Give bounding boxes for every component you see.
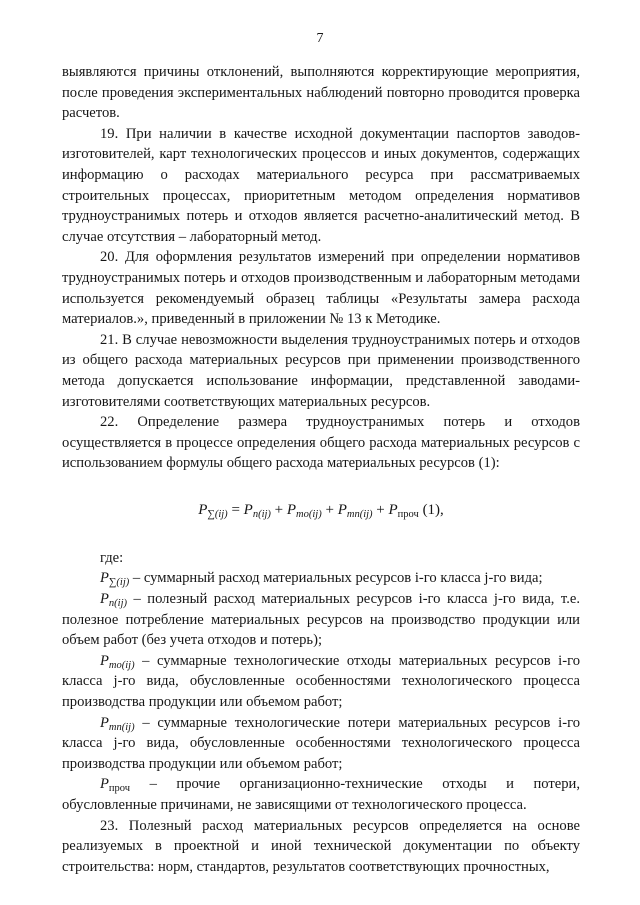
formula-term-1: P — [243, 501, 253, 518]
document-body — [62, 62, 580, 877]
definition-text: – суммарные технологические потери материальных ресурсов i-го класса j-го вида, обусловленные особенностями технологического процесса производства продукции или объемом работ; — [62, 714, 580, 772]
definition-symbol-sub: то(ij) — [108, 659, 135, 671]
formula-total-consumption — [62, 500, 580, 520]
formula-number: (1), — [418, 501, 444, 518]
paragraph-22: 22. Определение размера трудноустранимых потерь и отходов осуществляется в процессе определения общего расхода материальных ресурсов с использованием формулы общего расхода материальных ресурсов (1): — [62, 414, 580, 472]
formula-term-4: P — [388, 501, 398, 518]
paragraph-continuation: выявляются причины отклонений, выполняются корректирующие мероприятия, после проведения экспериментальных наблюдений повторно проводится проверка расчетов. — [62, 64, 580, 122]
definition-symbol-sub: проч — [108, 783, 131, 795]
formula-term-1-sub: п(ij) — [252, 508, 271, 520]
definition-symbol: P — [100, 714, 109, 731]
formula-plus-1: + — [270, 501, 287, 518]
page-number: 7 — [316, 31, 324, 46]
formula-lhs: P — [198, 501, 208, 518]
paragraph-19: 19. При наличии в качестве исходной документации паспортов заводов-изготовителей, карт технологических процессов и иных документов, содержащих информацию о расходах материального ресурса при рассматриваемых строительных процессах, приоритетным методом определения нормативов трудноустранимых потерь и отходов является расчетно-аналитический метод. В случае отсутствия – лабораторный метод. — [62, 125, 580, 245]
definition-text: – полезный расход материальных ресурсов i-го класса j-го вида, т.е. полезное потребление материальных ресурсов на производство продукции или объем работ (без учета отходов и потерь); — [62, 591, 580, 649]
definition-symbol: P — [100, 570, 109, 587]
paragraph-23: 23. Полезный расход материальных ресурсов определяется на основе реализуемых в проектной и иной технической документации по объекту строительства: норм, стандартов, результатов соответствующих прочностных, — [62, 817, 580, 875]
definition-symbol-sub: тп(ij) — [108, 721, 135, 733]
formula-plus-2: + — [321, 501, 338, 518]
formula-equals: = — [227, 501, 244, 518]
definition-text: – суммарные технологические отходы материальных ресурсов i-го класса j-го вида, обусловленные особенностями технологического процесса производства продукции или объемом работ; — [62, 652, 580, 711]
definition-symbol-sub: п(ij) — [108, 598, 127, 610]
formula-term-2-sub: то(ij) — [296, 508, 322, 520]
definition-symbol: P — [100, 652, 109, 669]
definition-symbol: P — [100, 776, 109, 793]
definition-symbol: P — [100, 591, 109, 608]
definition-text: – суммарный расход материальных ресурсов i-го класса j-го вида; — [129, 570, 543, 587]
paragraph-21: 21. В случае невозможности выделения трудноустранимых потерь и отходов из общего расхода материальных ресурсов при применении производственного метода допускается использование информации, представленной заводами-изготовителями соответствующих материальных ресурсов. — [62, 331, 580, 410]
paragraph-20: 20. Для оформления результатов измерений при определении нормативов трудноустранимых потерь и отходов производственным и лабораторным методами используется рекомендуемый образец таблицы «Результаты замера расхода материалов.», приведенный в приложении № 13 к Методике. — [62, 249, 580, 328]
definition-symbol-sub: ∑(ij) — [108, 577, 130, 589]
formula-term-3-sub: тп(ij) — [346, 508, 373, 520]
definition-other — [62, 774, 580, 815]
definition-text: – прочие организационно-технические отходы и потери, обусловленные причинами, не зависящими от технологического процесса. — [62, 776, 580, 813]
formula-term-2: P — [286, 501, 297, 518]
definition-tech-loss — [62, 713, 580, 775]
where-label: где: — [100, 549, 124, 566]
formula-plus-3: + — [372, 501, 389, 518]
formula-term-4-sub: проч — [397, 508, 419, 520]
definition-total — [62, 568, 580, 589]
definition-useful — [62, 589, 580, 651]
formula-lhs-sub: ∑(ij) — [207, 508, 228, 520]
definition-tech-waste — [62, 651, 580, 713]
formula-term-3: P — [337, 501, 347, 518]
